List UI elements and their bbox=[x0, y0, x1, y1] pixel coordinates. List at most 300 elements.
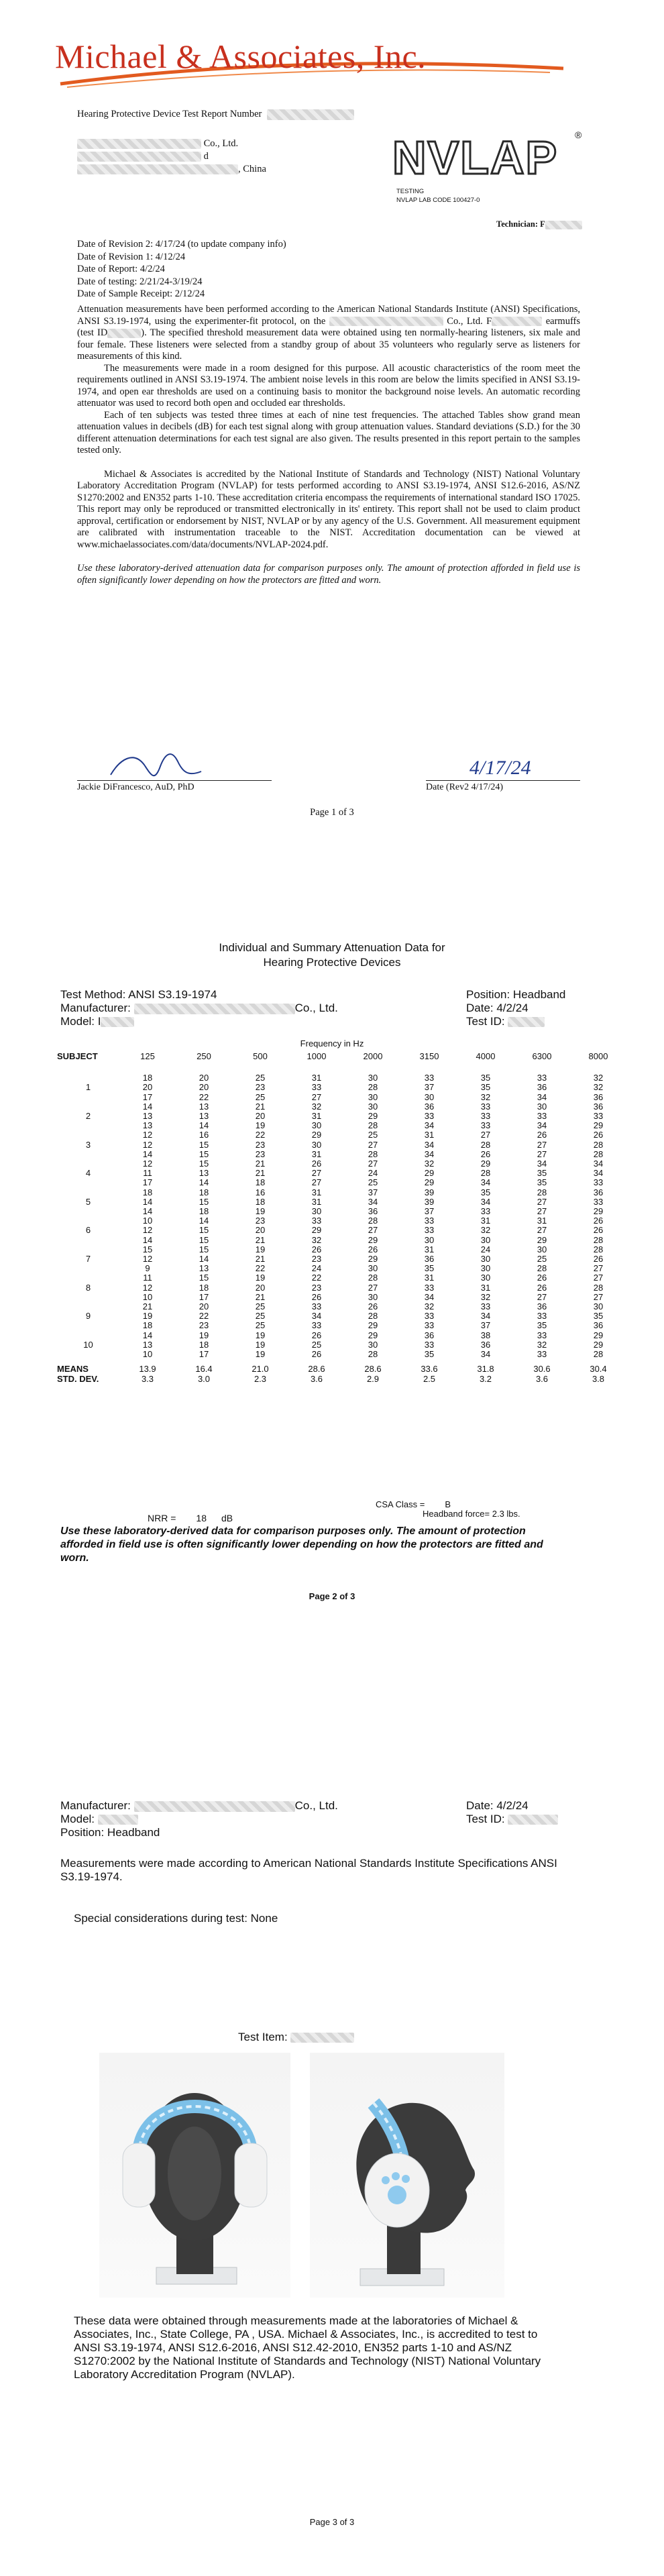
attenuation-cell: 28 bbox=[537, 1263, 547, 1274]
client-line-1-suffix: Co., Ltd. bbox=[203, 138, 239, 149]
subject-cell bbox=[57, 1121, 119, 1130]
closing-statement: These data were obtained through measurements made at the laboratories of Michael & Associates, Inc., State College, PA , USA. Michael & Associates, Inc., is accredited to test to ANSI S3.19-1974, ANSI S12.6-2016, ANSI S12.42-2010, EN352 parts 1-10 and AS/NZ S1270:2002 by the National Institute of Standards and Technology (NIST) National Voluntary Laboratory Accreditation Program (NVLAP). bbox=[74, 2314, 541, 2381]
redacted-manufacturer bbox=[134, 1004, 295, 1014]
attenuation-cell: 29 bbox=[368, 1330, 378, 1340]
redacted-client-inline bbox=[329, 317, 443, 326]
attenuation-cell: 24 bbox=[368, 1168, 378, 1179]
letterhead bbox=[54, 20, 570, 94]
attenuation-cell: 34 bbox=[424, 1120, 435, 1131]
std-dev-cell: 2.3 bbox=[254, 1373, 267, 1384]
signature-date-label: Date (Rev2 4/17/24) bbox=[426, 782, 504, 792]
table-row bbox=[57, 1321, 626, 1330]
page3-manufacturer-line bbox=[60, 1799, 338, 1813]
attenuation-cell: 14 bbox=[142, 1330, 153, 1340]
table-row bbox=[57, 1236, 626, 1245]
attenuation-cell: 14 bbox=[199, 1216, 209, 1226]
front-view-illustration bbox=[99, 2053, 290, 2298]
technician-line bbox=[496, 219, 582, 229]
client-line-2 bbox=[77, 150, 266, 163]
page3-test-id-label: Test ID: bbox=[466, 1813, 505, 1825]
page-number-1: Page 1 of 3 bbox=[310, 807, 354, 818]
para1-text-c: earmuffs (test ID bbox=[77, 315, 581, 338]
attenuation-cell: 27 bbox=[368, 1139, 378, 1150]
attenuation-cell: 38 bbox=[480, 1330, 491, 1340]
subject-cell bbox=[57, 1293, 119, 1302]
table-header-row bbox=[57, 1052, 626, 1061]
page3-info-right bbox=[466, 1799, 558, 1826]
subject-cell: 3 bbox=[85, 1139, 91, 1150]
attenuation-cell: 18 bbox=[142, 1187, 153, 1197]
csa-class-value: B bbox=[445, 1499, 451, 1509]
attenuation-cell: 31 bbox=[311, 1111, 322, 1122]
attenuation-cell: 28 bbox=[368, 1082, 378, 1093]
client-line-3-suffix: , China bbox=[238, 164, 266, 174]
attenuation-cell: 32 bbox=[480, 1291, 491, 1302]
attenuation-cell: 18 bbox=[199, 1206, 209, 1217]
attenuation-cell: 32 bbox=[311, 1101, 322, 1112]
subject-cell bbox=[57, 1178, 119, 1187]
frequency-header-cell: 500 bbox=[253, 1051, 268, 1061]
attenuation-cell: 15 bbox=[142, 1244, 153, 1254]
attenuation-cell: 33 bbox=[480, 1206, 491, 1217]
attenuation-cell: 10 bbox=[142, 1349, 153, 1360]
attenuation-cell: 20 bbox=[142, 1082, 153, 1093]
attenuation-cell: 30 bbox=[480, 1273, 491, 1283]
attenuation-cell: 28 bbox=[368, 1216, 378, 1226]
attenuation-cell: 30 bbox=[593, 1301, 604, 1312]
attenuation-cell: 27 bbox=[593, 1263, 604, 1274]
table-row bbox=[57, 1273, 626, 1283]
attenuation-cell: 18 bbox=[142, 1073, 153, 1083]
attenuation-cell: 12 bbox=[142, 1159, 153, 1169]
attenuation-cell: 36 bbox=[368, 1206, 378, 1217]
signer-name: Jackie DiFrancesco, AuD, PhD bbox=[77, 782, 195, 792]
attenuation-cell: 32 bbox=[480, 1091, 491, 1102]
attenuation-cell: 26 bbox=[593, 1216, 604, 1226]
attenuation-cell: 30 bbox=[480, 1254, 491, 1265]
attenuation-cell: 33 bbox=[593, 1196, 604, 1207]
attenuation-cell: 10 bbox=[142, 1216, 153, 1226]
signature-line-left bbox=[77, 780, 272, 781]
attenuation-cell: 9 bbox=[145, 1263, 150, 1274]
mean-cell: 30.4 bbox=[590, 1364, 607, 1375]
frequency-header-cell: 6300 bbox=[532, 1051, 552, 1061]
paragraph-accreditation: Michael & Associates is accredited by the National Institute of Standards and Technology (NIST) National Voluntary Laboratory Accreditation Program (NVLAP) for tests performed according to ANSI S3.19-1974, ANSI S12.6-2016, AS/NZ S1270:2002 and EN352 parts 1-10. These accreditation criteria encompass the requirements of international standard ISO 17025. This report may only be reproduced or transmitted electronically in its' entirety. This report shall not be used to claim product approval, certification or endorsement by NIST, NVLAP or by any agency of the U.S. Government. All measurement equipment are calibrated with instrumentation traceable to the NIST. Accreditation documentation can be viewed at www.michaelassociates.com/data/documents/NVLAP-2024.pdf. bbox=[77, 468, 580, 550]
subject-cell bbox=[57, 1236, 119, 1245]
attenuation-cell: 26 bbox=[480, 1148, 491, 1159]
attenuation-cell: 34 bbox=[311, 1311, 322, 1322]
attenuation-cell: 16 bbox=[255, 1187, 266, 1197]
page3-manufacturer-suffix: Co., Ltd. bbox=[294, 1799, 338, 1812]
attenuation-cell: 37 bbox=[368, 1187, 378, 1197]
attenuation-cell: 21 bbox=[142, 1301, 153, 1312]
report-number-label: Hearing Protective Device Test Report Number bbox=[77, 109, 262, 119]
attenuation-cell: 28 bbox=[593, 1244, 604, 1254]
attenuation-cell: 30 bbox=[368, 1291, 378, 1302]
attenuation-cell: 21 bbox=[255, 1159, 266, 1169]
client-line-3 bbox=[77, 163, 266, 176]
paw-toe-2 bbox=[392, 2172, 400, 2180]
frequency-header-cell: 4000 bbox=[476, 1051, 496, 1061]
attenuation-cell: 12 bbox=[142, 1130, 153, 1140]
attenuation-cell: 15 bbox=[199, 1139, 209, 1150]
attenuation-cell: 31 bbox=[424, 1244, 435, 1254]
signature-line-right bbox=[426, 780, 580, 781]
attenuation-cell: 17 bbox=[142, 1177, 153, 1188]
attenuation-cell: 36 bbox=[593, 1187, 604, 1197]
subject-cell bbox=[57, 1093, 119, 1102]
attenuation-cell: 13 bbox=[199, 1111, 209, 1122]
subject-cell bbox=[57, 1331, 119, 1340]
attenuation-cell: 32 bbox=[593, 1073, 604, 1083]
attenuation-cell: 21 bbox=[255, 1254, 266, 1265]
attenuation-cell: 23 bbox=[255, 1139, 266, 1150]
attenuation-cell: 25 bbox=[368, 1130, 378, 1140]
paw-print-pad bbox=[388, 2186, 406, 2204]
redacted-model bbox=[101, 1017, 134, 1027]
attenuation-cell: 11 bbox=[143, 1168, 152, 1179]
attenuation-cell: 33 bbox=[424, 1216, 435, 1226]
attenuation-cell: 25 bbox=[255, 1091, 266, 1102]
attenuation-cell: 26 bbox=[311, 1349, 322, 1360]
attenuation-cell: 27 bbox=[368, 1282, 378, 1293]
attenuation-cell: 29 bbox=[593, 1120, 604, 1131]
attenuation-cell: 27 bbox=[593, 1291, 604, 1302]
para1-text-b: Co., Ltd. F bbox=[447, 315, 492, 327]
attenuation-cell: 18 bbox=[199, 1339, 209, 1350]
side-view-illustration bbox=[310, 2053, 504, 2298]
attenuation-table-body bbox=[57, 1052, 626, 1384]
attenuation-cell: 15 bbox=[199, 1196, 209, 1207]
nvlap-lab-code: NVLAP LAB CODE 100427-0 bbox=[396, 197, 480, 204]
subject-cell bbox=[57, 1073, 119, 1083]
attenuation-cell: 19 bbox=[255, 1330, 266, 1340]
frequency-header: Frequency in Hz bbox=[300, 1038, 364, 1049]
attenuation-cell: 12 bbox=[142, 1254, 153, 1265]
mean-cell: 16.4 bbox=[195, 1364, 213, 1375]
attenuation-cell: 33 bbox=[424, 1339, 435, 1350]
std-dev-cell: 3.6 bbox=[535, 1373, 549, 1384]
subject-cell bbox=[57, 1302, 119, 1311]
manufacturer-suffix: Co., Ltd. bbox=[294, 1002, 338, 1014]
client-address bbox=[77, 138, 266, 176]
nrr-label: NRR = bbox=[148, 1513, 176, 1523]
date-revision-1: Date of Revision 1: 4/12/24 bbox=[77, 251, 186, 262]
attenuation-cell: 19 bbox=[255, 1244, 266, 1254]
photo-front-view bbox=[99, 2053, 290, 2298]
attenuation-cell: 36 bbox=[593, 1101, 604, 1112]
attenuation-cell: 18 bbox=[199, 1282, 209, 1293]
attenuation-cell: 31 bbox=[311, 1148, 322, 1159]
attenuation-cell: 29 bbox=[311, 1225, 322, 1236]
attenuation-cell: 25 bbox=[537, 1254, 547, 1265]
attenuation-cell: 23 bbox=[199, 1320, 209, 1331]
attenuation-cell: 15 bbox=[199, 1148, 209, 1159]
attenuation-cell: 19 bbox=[255, 1206, 266, 1217]
subject-cell bbox=[57, 1321, 119, 1330]
redacted-test-item bbox=[290, 2033, 354, 2043]
attenuation-cell: 25 bbox=[255, 1301, 266, 1312]
attenuation-cell: 28 bbox=[368, 1349, 378, 1360]
attenuation-cell: 29 bbox=[593, 1339, 604, 1350]
photo-side-view bbox=[310, 2053, 504, 2298]
attenuation-cell: 27 bbox=[537, 1148, 547, 1159]
table-row bbox=[57, 1130, 626, 1140]
measurements-note: Measurements were made according to American National Standards Institute Specifications ANSI S3.19-1974. bbox=[60, 1857, 557, 1883]
attenuation-cell: 32 bbox=[311, 1234, 322, 1245]
attenuation-cell: 33 bbox=[593, 1111, 604, 1122]
attenuation-cell: 21 bbox=[255, 1234, 266, 1245]
subject-cell bbox=[57, 1102, 119, 1112]
attenuation-cell: 15 bbox=[199, 1234, 209, 1245]
table-row bbox=[57, 1331, 626, 1340]
attenuation-cell: 14 bbox=[199, 1177, 209, 1188]
attenuation-cell: 31 bbox=[480, 1216, 491, 1226]
attenuation-cell: 23 bbox=[255, 1082, 266, 1093]
attenuation-cell: 27 bbox=[368, 1159, 378, 1169]
attenuation-cell: 16 bbox=[199, 1130, 209, 1140]
attenuation-cell: 30 bbox=[537, 1101, 547, 1112]
subject-cell bbox=[57, 1264, 119, 1273]
attenuation-cell: 34 bbox=[537, 1091, 547, 1102]
attenuation-cell: 29 bbox=[368, 1254, 378, 1265]
attenuation-cell: 33 bbox=[480, 1120, 491, 1131]
headband-force-value: 2.3 lbs. bbox=[492, 1509, 520, 1519]
test-info-right bbox=[466, 988, 565, 1028]
attenuation-cell: 17 bbox=[199, 1291, 209, 1302]
attenuation-cell: 32 bbox=[537, 1339, 547, 1350]
attenuation-cell: 36 bbox=[424, 1330, 435, 1340]
nvlap-logo bbox=[392, 131, 587, 208]
attenuation-cell: 32 bbox=[424, 1159, 435, 1169]
attenuation-cell: 15 bbox=[199, 1244, 209, 1254]
attenuation-cell: 33 bbox=[424, 1225, 435, 1236]
page3-model-line bbox=[60, 1813, 338, 1826]
attenuation-cell: 31 bbox=[480, 1282, 491, 1293]
subject-cell: 7 bbox=[85, 1254, 91, 1265]
attenuation-cell: 27 bbox=[537, 1206, 547, 1217]
table-row bbox=[57, 1083, 626, 1092]
subject-cell: 6 bbox=[85, 1225, 91, 1236]
attenuation-cell: 11 bbox=[143, 1273, 152, 1283]
attenuation-cell: 29 bbox=[311, 1130, 322, 1140]
attenuation-cell: 35 bbox=[480, 1187, 491, 1197]
attenuation-cell: 29 bbox=[537, 1234, 547, 1245]
test-item-label: Test Item: bbox=[238, 2031, 288, 2043]
attenuation-cell: 30 bbox=[368, 1101, 378, 1112]
attenuation-cell: 33 bbox=[311, 1320, 322, 1331]
attenuation-cell: 36 bbox=[537, 1301, 547, 1312]
attenuation-cell: 31 bbox=[424, 1130, 435, 1140]
attenuation-cell: 23 bbox=[255, 1216, 266, 1226]
face-highlight bbox=[168, 2127, 221, 2220]
attenuation-cell: 33 bbox=[537, 1073, 547, 1083]
attenuation-cell: 18 bbox=[255, 1196, 266, 1207]
paw-toe-1 bbox=[382, 2176, 390, 2184]
attenuation-cell: 30 bbox=[537, 1244, 547, 1254]
attenuation-cell: 22 bbox=[311, 1273, 322, 1283]
redacted-report-number bbox=[267, 109, 354, 120]
page-1 bbox=[0, 0, 664, 865]
attenuation-cell: 27 bbox=[311, 1177, 322, 1188]
attenuation-cell: 27 bbox=[480, 1130, 491, 1140]
attenuation-cell: 29 bbox=[424, 1177, 435, 1188]
attenuation-cell: 34 bbox=[480, 1311, 491, 1322]
mean-cell: 28.6 bbox=[308, 1364, 325, 1375]
attenuation-cell: 20 bbox=[255, 1282, 266, 1293]
test-id-label: Test ID: bbox=[466, 1015, 505, 1028]
table-row bbox=[57, 1264, 626, 1273]
para1-text-a: Attenuation measurements have been performed according to the American National Standards Institute (ANSI) Specifications, ANSI S3.19-1974, using the experimenter-fit protocol, on the bbox=[77, 304, 580, 327]
attenuation-cell: 33 bbox=[537, 1111, 547, 1122]
attenuation-cell: 33 bbox=[311, 1216, 322, 1226]
attenuation-cell: 13 bbox=[199, 1101, 209, 1112]
frequency-header-cell: 3150 bbox=[419, 1051, 439, 1061]
attenuation-cell: 24 bbox=[311, 1263, 322, 1274]
std-dev-row bbox=[57, 1375, 626, 1384]
subject-cell: 1 bbox=[85, 1082, 91, 1093]
mean-cell: 30.6 bbox=[533, 1364, 551, 1375]
subject-cell bbox=[57, 1273, 119, 1283]
attenuation-cell: 35 bbox=[424, 1349, 435, 1360]
handwritten-date: 4/17/24 bbox=[469, 757, 531, 779]
attenuation-cell: 28 bbox=[593, 1349, 604, 1360]
table-row bbox=[57, 1226, 626, 1235]
attenuation-cell: 33 bbox=[424, 1311, 435, 1322]
test-id-line bbox=[466, 1015, 565, 1028]
nrr-line bbox=[148, 1513, 233, 1523]
attenuation-cell: 18 bbox=[255, 1177, 266, 1188]
redacted-test-id bbox=[508, 1017, 545, 1027]
table-row bbox=[57, 1302, 626, 1311]
table-row bbox=[57, 1112, 626, 1121]
attenuation-cell: 22 bbox=[255, 1130, 266, 1140]
attenuation-cell: 17 bbox=[199, 1349, 209, 1360]
attenuation-cell: 30 bbox=[480, 1263, 491, 1274]
subject-cell: 5 bbox=[85, 1196, 91, 1207]
subject-cell: 4 bbox=[85, 1168, 91, 1179]
attenuation-cell: 14 bbox=[142, 1196, 153, 1207]
paw-toe-3 bbox=[402, 2175, 410, 2183]
attenuation-cell: 29 bbox=[424, 1168, 435, 1179]
mean-cell: 28.6 bbox=[364, 1364, 382, 1375]
attenuation-cell: 28 bbox=[480, 1139, 491, 1150]
attenuation-cell: 37 bbox=[480, 1320, 491, 1331]
attenuation-cell: 20 bbox=[255, 1225, 266, 1236]
headband-force-label: Headband force= bbox=[423, 1509, 490, 1519]
attenuation-cell: 26 bbox=[537, 1130, 547, 1140]
attenuation-cell: 29 bbox=[368, 1320, 378, 1331]
attenuation-cell: 28 bbox=[593, 1234, 604, 1245]
csa-class-line bbox=[376, 1499, 451, 1509]
attenuation-cell: 32 bbox=[480, 1225, 491, 1236]
table-row bbox=[57, 1197, 626, 1207]
std-dev-cell: 3.8 bbox=[592, 1373, 605, 1384]
test-method: Test Method: ANSI S3.19-1974 bbox=[60, 988, 217, 1001]
attenuation-cell: 39 bbox=[424, 1196, 435, 1207]
attenuation-cell: 14 bbox=[142, 1234, 153, 1245]
attenuation-cell: 20 bbox=[199, 1082, 209, 1093]
attenuation-cell: 34 bbox=[480, 1196, 491, 1207]
page-number-3: Page 3 of 3 bbox=[309, 2517, 355, 2527]
nvlap-logo-text: NVLAP bbox=[392, 131, 559, 184]
attenuation-cell: 19 bbox=[255, 1339, 266, 1350]
attenuation-cell: 14 bbox=[199, 1254, 209, 1265]
attenuation-cell: 34 bbox=[537, 1120, 547, 1131]
frequency-header-cell: 250 bbox=[197, 1051, 211, 1061]
table-row bbox=[57, 1102, 626, 1112]
subject-cell: 8 bbox=[85, 1282, 91, 1293]
attenuation-cell: 24 bbox=[480, 1244, 491, 1254]
attenuation-cell: 33 bbox=[593, 1177, 604, 1188]
attenuation-cell: 33 bbox=[537, 1349, 547, 1360]
subject-cell bbox=[57, 1159, 119, 1169]
attenuation-cell: 31 bbox=[311, 1187, 322, 1197]
attenuation-cell: 13 bbox=[142, 1339, 153, 1350]
model-label: Model: I bbox=[60, 1015, 101, 1028]
mean-cell: 21.0 bbox=[252, 1364, 269, 1375]
page3-redacted-test-id bbox=[508, 1815, 558, 1825]
attenuation-cell: 33 bbox=[537, 1311, 547, 1322]
table-row bbox=[57, 1311, 626, 1321]
report-dates bbox=[77, 238, 286, 301]
attenuation-cell: 30 bbox=[424, 1234, 435, 1245]
page3-date: Date: 4/2/24 bbox=[466, 1799, 529, 1812]
attenuation-cell: 22 bbox=[255, 1263, 266, 1274]
attenuation-cell: 34 bbox=[480, 1177, 491, 1188]
attenuation-cell: 26 bbox=[311, 1159, 322, 1169]
table-row bbox=[57, 1293, 626, 1302]
subject-cell bbox=[57, 1350, 119, 1359]
attenuation-cell: 34 bbox=[424, 1291, 435, 1302]
attenuation-cell: 22 bbox=[199, 1091, 209, 1102]
attenuation-cell: 31 bbox=[424, 1273, 435, 1283]
attenuation-cell: 35 bbox=[480, 1073, 491, 1083]
attenuation-cell: 29 bbox=[593, 1330, 604, 1340]
table-row bbox=[57, 1159, 626, 1169]
paragraph-room: The measurements were made in a room designed for this purpose. All acoustic characteristics of the room meet the requirements outlined in ANSI S3.19-1974. The ambient noise levels in this room are below the limits specified in ANSI S3.19-1974, and open ear thresholds are used on a continuing basis to monitor the background noise levels. An automatic recording attenuator was used to record both open and occluded ear thresholds. bbox=[77, 362, 580, 409]
attenuation-cell: 33 bbox=[311, 1301, 322, 1312]
subject-cell bbox=[57, 1150, 119, 1159]
attenuation-cell: 20 bbox=[199, 1301, 209, 1312]
italic-usage-note: Use these laboratory-derived attenuation data for comparison purposes only. The amount of protection afforded in field use is often significantly lower depending on how the protectors are fitted and worn. bbox=[77, 563, 580, 586]
attenuation-cell: 33 bbox=[480, 1101, 491, 1112]
table-row bbox=[57, 1178, 626, 1187]
page3-position: Position: Headband bbox=[60, 1826, 160, 1839]
attenuation-cell: 31 bbox=[311, 1073, 322, 1083]
attenuation-cell: 14 bbox=[199, 1120, 209, 1131]
attenuation-cell: 36 bbox=[593, 1320, 604, 1331]
test-date: Date: 4/2/24 bbox=[466, 1002, 529, 1014]
attenuation-cell: 27 bbox=[537, 1139, 547, 1150]
date-of-testing: Date of testing: 2/21/24-3/19/24 bbox=[77, 276, 203, 287]
attenuation-cell: 28 bbox=[368, 1273, 378, 1283]
attenuation-cell: 29 bbox=[480, 1159, 491, 1169]
attenuation-cell: 36 bbox=[537, 1082, 547, 1093]
attenuation-cell: 30 bbox=[368, 1263, 378, 1274]
attenuation-cell: 13 bbox=[142, 1120, 153, 1131]
attenuation-cell: 20 bbox=[255, 1111, 266, 1122]
attenuation-cell: 34 bbox=[424, 1148, 435, 1159]
title-line-2: Hearing Protective Devices bbox=[263, 956, 401, 969]
attenuation-cell: 36 bbox=[480, 1339, 491, 1350]
attenuation-cell: 20 bbox=[199, 1073, 209, 1083]
attenuation-cell: 35 bbox=[537, 1177, 547, 1188]
test-item-line bbox=[238, 2031, 354, 2044]
attenuation-cell: 26 bbox=[593, 1254, 604, 1265]
std-dev-cell: 3.2 bbox=[479, 1373, 492, 1384]
attenuation-cell: 15 bbox=[199, 1159, 209, 1169]
